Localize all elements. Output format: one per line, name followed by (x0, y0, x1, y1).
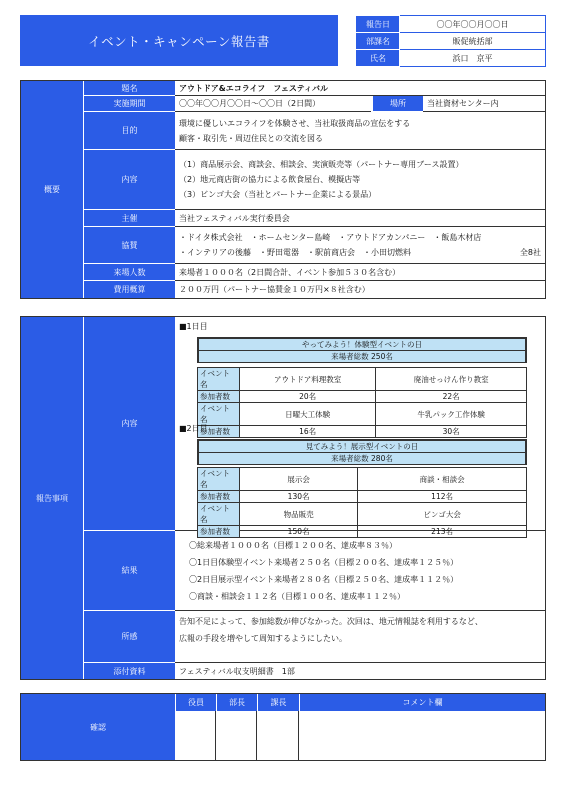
event-name-label: イベント名 (198, 368, 240, 391)
period-label: 実施期間 (83, 96, 175, 112)
visitors-value[interactable]: 来場者１０００名（2日間合計、イベント参加５３０名含む） (175, 264, 545, 281)
event-name-label: イベント名 (198, 503, 240, 526)
stamp-box-executive[interactable] (175, 711, 216, 760)
meta-row-name (357, 50, 546, 67)
result-line: 〇商談・相談会１１２名（目標１００名、達成率１１２％） (189, 591, 405, 601)
content-line: （3）ビンゴ大会（当社とパートナー企業による景品） (179, 190, 377, 199)
cosponsor-value[interactable] (175, 227, 545, 264)
comment-box[interactable] (299, 711, 545, 760)
report-content-area (175, 317, 545, 536)
table-row (198, 426, 527, 438)
participant-count: 30名 (376, 426, 527, 438)
day1-total: 来場者総数 250名 (198, 351, 526, 363)
event-name-label: イベント名 (198, 403, 240, 426)
content-line: （2）地元商店街の協力による飲食屋台、模擬店等 (179, 175, 361, 184)
participant-count: 130名 (240, 491, 358, 503)
confirm-header-manager: 部長 (216, 694, 257, 711)
count-label: 参加者数 (198, 526, 240, 538)
event-name: 物品販売 (240, 503, 358, 526)
meta-value[interactable]: 販促統括部 (400, 33, 546, 50)
participant-count: 16名 (240, 426, 376, 438)
opinion-line: 告知不足によって、参加総数が伸びなかった。次回は、地元情報誌を利用するなど、 (179, 617, 483, 626)
day2-heading: ■2日目 (179, 424, 208, 433)
cosponsor-label: 協賛 (83, 227, 175, 264)
day1-table (197, 337, 527, 363)
count-label: 参加者数 (198, 426, 240, 438)
day2-total: 来場者総数 280名 (198, 453, 526, 465)
report-content-label: 内容 (83, 317, 175, 531)
event-name: 廃油せっけん作り教室 (376, 368, 527, 391)
cost-label: 費用概算 (83, 281, 175, 298)
event-name: ビンゴ大会 (358, 503, 527, 526)
place-value[interactable]: 当社資材センター内 (423, 96, 545, 112)
day2-table (197, 439, 527, 465)
day1-events-table (197, 367, 527, 438)
cosponsor-line-row (179, 245, 545, 260)
table-row (198, 368, 527, 391)
name-value[interactable]: アウトドア&エコライフ フェスティバル (175, 81, 545, 96)
count-label: 参加者数 (198, 391, 240, 403)
participant-count: 213名 (358, 526, 527, 538)
event-name: 商談・相談会 (358, 468, 527, 491)
count-label: 参加者数 (198, 491, 240, 503)
stamp-box-chief[interactable] (257, 711, 299, 760)
table-row (198, 403, 527, 426)
purpose-line: 環境に優しいエコライフを体験させ、当社取扱商品の宣伝をする (179, 118, 411, 128)
result-value[interactable] (175, 531, 545, 611)
table-row (198, 503, 527, 526)
document-title: イベント・キャンペーン報告書 (20, 15, 338, 66)
participant-count: 22名 (376, 391, 527, 403)
confirm-header-comment: コメント欄 (299, 694, 545, 711)
day2-events-table (197, 467, 527, 538)
opinion-value[interactable] (175, 611, 545, 663)
cosponsor-line: ・ドイタ株式会社 ・ホームセンター島崎 ・アウトドアカンパニー ・飯島木材店 (179, 233, 482, 242)
name-label: 題名 (83, 81, 175, 96)
meta-row-dept (357, 33, 546, 50)
attachment-label: 添付資料 (83, 663, 175, 679)
meta-label: 氏名 (357, 50, 400, 67)
opinion-line: 広報の手段を増やして周知するようにしたい。 (179, 634, 347, 643)
report-section (20, 316, 546, 680)
content-value[interactable] (175, 150, 545, 210)
result-line: 〇2日目展示型イベント来場者２８０名（目標２５０名、達成率１１２％） (189, 574, 459, 584)
place-label: 場所 (373, 96, 423, 112)
overview-side-label: 概要 (21, 81, 83, 298)
purpose-label: 目的 (83, 112, 175, 150)
overview-section (20, 80, 546, 299)
day1-title: やってみよう！体験型イベントの日 (198, 338, 526, 351)
day1-heading: ■1日目 (179, 322, 208, 331)
cost-value[interactable]: ２００万円（パートナー協賛金１０万円×８社含む） (179, 285, 370, 294)
organizer-value[interactable]: 当社フェスティバル実行委員会 (175, 210, 545, 227)
table-row (198, 391, 527, 403)
report-side-label: 報告事項 (21, 317, 83, 679)
purpose-value[interactable] (175, 112, 545, 150)
visitors-label: 来場人数 (83, 264, 175, 281)
meta-table (356, 15, 546, 67)
content-label: 内容 (83, 150, 175, 210)
event-name: アウトドア料理教室 (240, 368, 376, 391)
event-name: 日曜大工体験 (240, 403, 376, 426)
stamp-box-manager[interactable] (216, 711, 257, 760)
attachment-value[interactable]: フェスティバル収支明細書 1部 (179, 666, 295, 676)
participant-count: 112名 (358, 491, 527, 503)
meta-label: 部課名 (357, 33, 400, 50)
meta-value[interactable]: 浜口 京平 (400, 50, 546, 67)
result-label: 結果 (83, 531, 175, 611)
confirm-label: 確認 (21, 694, 175, 760)
meta-row-date (357, 16, 546, 33)
confirm-header-executive: 役員 (175, 694, 216, 711)
event-name-label: イベント名 (198, 468, 240, 491)
day2-title: 見てみよう！展示型イベントの日 (198, 440, 526, 453)
event-name: 展示会 (240, 468, 358, 491)
result-line: 〇総来場者１０００名（目標１２００名、達成率８３％） (189, 540, 397, 550)
table-row (198, 491, 527, 503)
meta-value[interactable]: 〇〇年〇〇月〇〇日 (400, 16, 546, 33)
confirm-header-chief: 課長 (257, 694, 299, 711)
confirm-section (20, 693, 546, 761)
opinion-label: 所感 (83, 611, 175, 663)
participant-count: 150名 (240, 526, 358, 538)
participant-count: 20名 (240, 391, 376, 403)
table-row (198, 468, 527, 491)
content-line: （1）商品展示会、商談会、相談会、実演販売等（パートナー専用ブース設置） (179, 160, 464, 169)
meta-label: 報告日 (357, 16, 400, 33)
organizer-label: 主催 (83, 210, 175, 227)
period-value[interactable]: 〇〇年〇〇月〇〇日～〇〇日（2日間） (175, 96, 371, 112)
event-name: 牛乳パック工作体験 (376, 403, 527, 426)
result-line: 〇1日目体験型イベント来場者２５０名（目標２００名、達成率１２５％） (189, 557, 459, 567)
purpose-line: 顧客・取引先・周辺住民との交流を図る (179, 133, 323, 143)
cosponsor-line: ・インテリアの後藤 ・野田電器 ・駅前商店会 ・小田切燃料 (179, 248, 411, 257)
cosponsor-total: 全8社 (519, 248, 541, 257)
